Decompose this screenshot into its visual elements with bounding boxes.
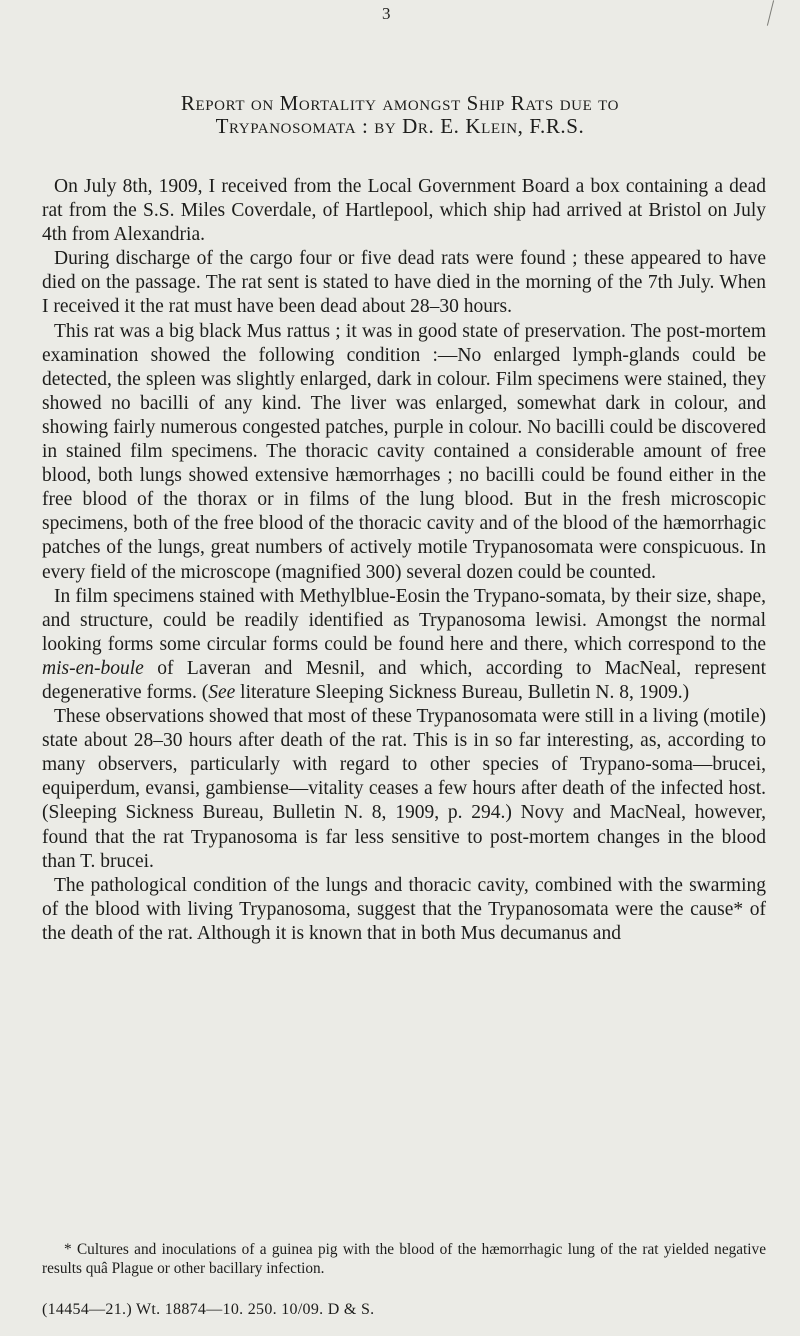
paragraph-film-specimens	[42, 585, 766, 705]
film-term-italic: mis-en-boule	[42, 657, 144, 679]
title-line-1: Report on Mortality amongst Ship Rats due to	[180, 91, 620, 115]
paragraph-pathology: The pathological condition of the lungs and thoracic cavity, combined with the swarming of the blood with living Trypanosoma, suggest that the Trypanosomata were the cause* of the death of the rat. Although it is known that in both Mus decumanus and	[42, 874, 766, 944]
film-see-italic: See	[208, 681, 236, 703]
film-text-before: In film specimens stained with Methylblue-Eosin the Trypano-somata, by their size, shape, and structure, could be readily identified as Trypanosoma lewisi. Amongst the normal looking forms some circular forms could be found here and there, which correspond to the	[42, 585, 766, 655]
report-title	[40, 92, 760, 138]
corner-mark	[767, 0, 774, 25]
footnote-text: * Cultures and inoculations of a guinea pig with the blood of the hæmorrhagic lung of the rat yielded negative results quâ Plague or other bacillary infection.	[42, 1241, 766, 1277]
report-body	[42, 175, 766, 946]
footnote	[42, 1240, 766, 1278]
title-line-2: Trypanosomata : by Dr. E. Klein, F.R.S.	[215, 114, 585, 138]
paragraph-receipt: On July 8th, 1909, I received from the Local Government Board a box containing a dead rat from the S.S. Miles Coverdale, of Hartlepool, which ship had arrived at Bristol on July 4th from Alexandria.	[42, 176, 766, 246]
film-text-after: literature Sleeping Sickness Bureau, Bulletin N. 8, 1909.)	[235, 681, 690, 703]
film-text-middle: of Laveran and Mesnil, and which, according to MacNeal, represent degenerative forms. (	[42, 657, 766, 703]
paragraph-post-mortem: This rat was a big black Mus rattus ; it was in good state of preservation. The post-mortem examination showed the following condition :—No enlarged lymph-glands could be detected, the spleen was slightly enlarged, dark in colour. Film specimens were stained, they showed no bacilli of any kind. The liver was enlarged, somewhat dark in colour, and showing fairly numerous congested patches, purple in colour. No bacilli could be discovered in stained film specimens. The thoracic cavity contained a considerable amount of free blood, both lungs showed extensive hæmorrhages ; no bacilli could be found either in the free blood of the thorax or in films of the lung blood. But in the fresh microscopic specimens, both of the free blood of the thoracic cavity and of the blood of the hæmorrhagic patches of the lungs, great numbers of actively motile Trypanosomata were conspicuous. In every field of the microscope (magnified 300) several dozen could be counted.	[42, 320, 766, 583]
paragraph-observations: These observations showed that most of these Trypanosomata were still in a living (motile) state about 28–30 hours after death of the rat. This is in so far interesting, as, according to many observers, particularly with regard to other species of Trypano-soma—brucei, equiperdum, evansi, gambiense—vitality ceases a few hours after death of the infected host. (Sleeping Sickness Bureau, Bulletin N. 8, 1909, p. 294.) Novy and MacNeal, however, found that the rat Trypanosoma is far less sensitive to post-mortem changes in the blood than T. brucei.	[42, 706, 766, 872]
printer-line: (14454—21.) Wt. 18874—10. 250. 10/09. D & S.	[42, 1301, 375, 1318]
page-number: 3	[382, 4, 391, 23]
paragraph-discharge: During discharge of the cargo four or five dead rats were found ; these appeared to have died on the passage. The rat sent is stated to have died in the morning of the 7th July. When I received it the rat must have been dead about 28–30 hours.	[42, 248, 766, 318]
